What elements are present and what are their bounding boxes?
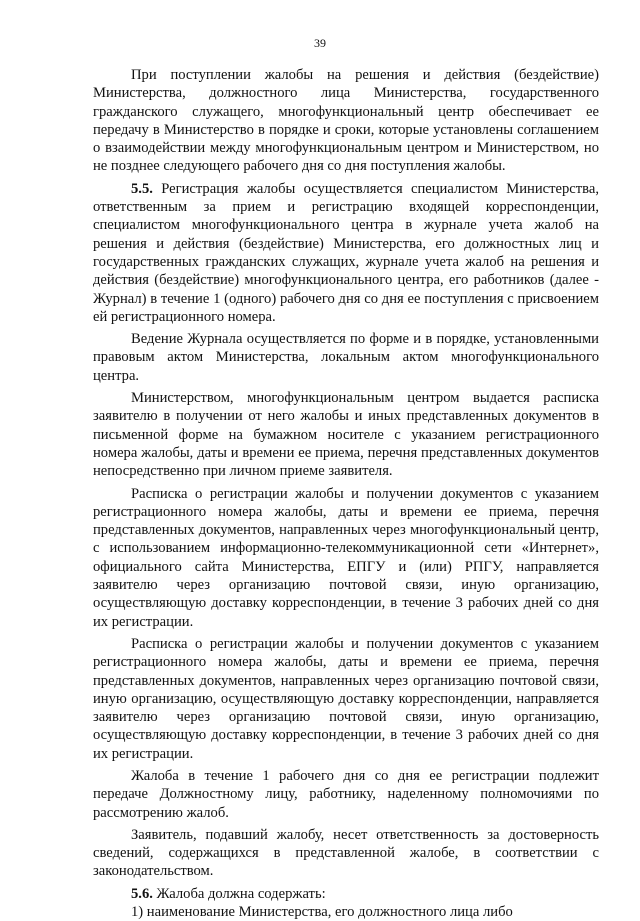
section-number: 5.5. [131,180,153,197]
paragraph [93,826,599,881]
paragraph [93,66,599,176]
paragraph-text: 1) наименование Министерства, его должностного лица либо [131,904,513,921]
paragraph [93,330,599,385]
paragraph [93,767,599,822]
paragraph-text: Жалоба должна содержать: [156,885,326,902]
document-body [93,66,599,921]
paragraph [93,389,599,480]
list-item [93,903,599,921]
paragraph-5-5 [93,180,599,326]
paragraph-text: Жалоба в течение 1 рабочего дня со дня ее регистрации подлежит передаче Должностному лицу, работнику, наделенному полномочиями по рассмотрению жалоб. [93,767,599,821]
paragraph-5-6 [93,885,599,903]
paragraph-text: Расписка о регистрации жалобы и получении документов с указанием регистрационного номера жалобы, даты и времени ее приема, перечня представленных документов, направленных через организацию почтовой связи, иную организацию, осуществляющую доставку корреспонденции, направляется заявителю через организацию почтовой связи, иную организацию, осуществляющую доставку корреспонденции, в течение 3 рабочих дней со дня их регистрации. [93,635,599,762]
page-number: 39 [314,36,326,50]
paragraph [93,485,599,631]
paragraph-text: Заявитель, подавший жалобу, несет ответственность за достоверность сведений, содержащихся в представленной жалобе, в соответствии с законодательством. [93,826,599,880]
paragraph [93,635,599,763]
paragraph-text: Регистрация жалобы осуществляется специалистом Министерства, ответственным за прием и регистрацию входящей корреспонденции, специалистом многофункционального центра в журнале учета жалоб на решения и действия (бездействие) Министерства, его должностных лиц и государственных гражданских служащих, журнале учета жалоб на решения и действия (бездействие) многофункционального центра, его работников (далее - Журнал) в течение 1 (одного) рабочего дня со дня ее поступления с присвоением ей регистрационного номера. [93,180,599,325]
paragraph-text: Министерством, многофункциональным центром выдается расписка заявителю в получении от него жалобы и иных представленных документов в письменной форме на бумажном носителе с указанием регистрационного номера жалобы, даты и времени ее приема, перечня представленных документов непосредственно при личном приеме заявителя. [93,390,599,480]
paragraph-text: Расписка о регистрации жалобы и получении документов с указанием регистрационного номера жалобы, даты и времени ее приема, перечня представленных документов, направленных через многофункциональный центр, с использованием информационно-телекоммуникационной сети «Интернет», официального сайта Министерства, ЕПГУ и (или) РПГУ, направляется заявителю через организацию почтовой связи, иную организацию, осуществляющую доставку корреспонденции, в течение 3 рабочих дней со дня их регистрации. [93,485,599,630]
paragraph-text: При поступлении жалобы на решения и действия (бездействие) Министерства, должностного лица Министерства, государственного гражданского служащего, многофункциональный центр обеспечивает ее передачу в Министерство в порядке и сроки, которые установлены соглашением о взаимодействии между многофункциональным центром и Министерством, но не позднее следующего рабочего дня со дня поступления жалобы. [93,67,599,175]
section-number: 5.6. [131,885,153,902]
paragraph-text: Ведение Журнала осуществляется по форме и в порядке, установленными правовым актом Министерства, локальным актом многофункционального центра. [93,331,599,384]
